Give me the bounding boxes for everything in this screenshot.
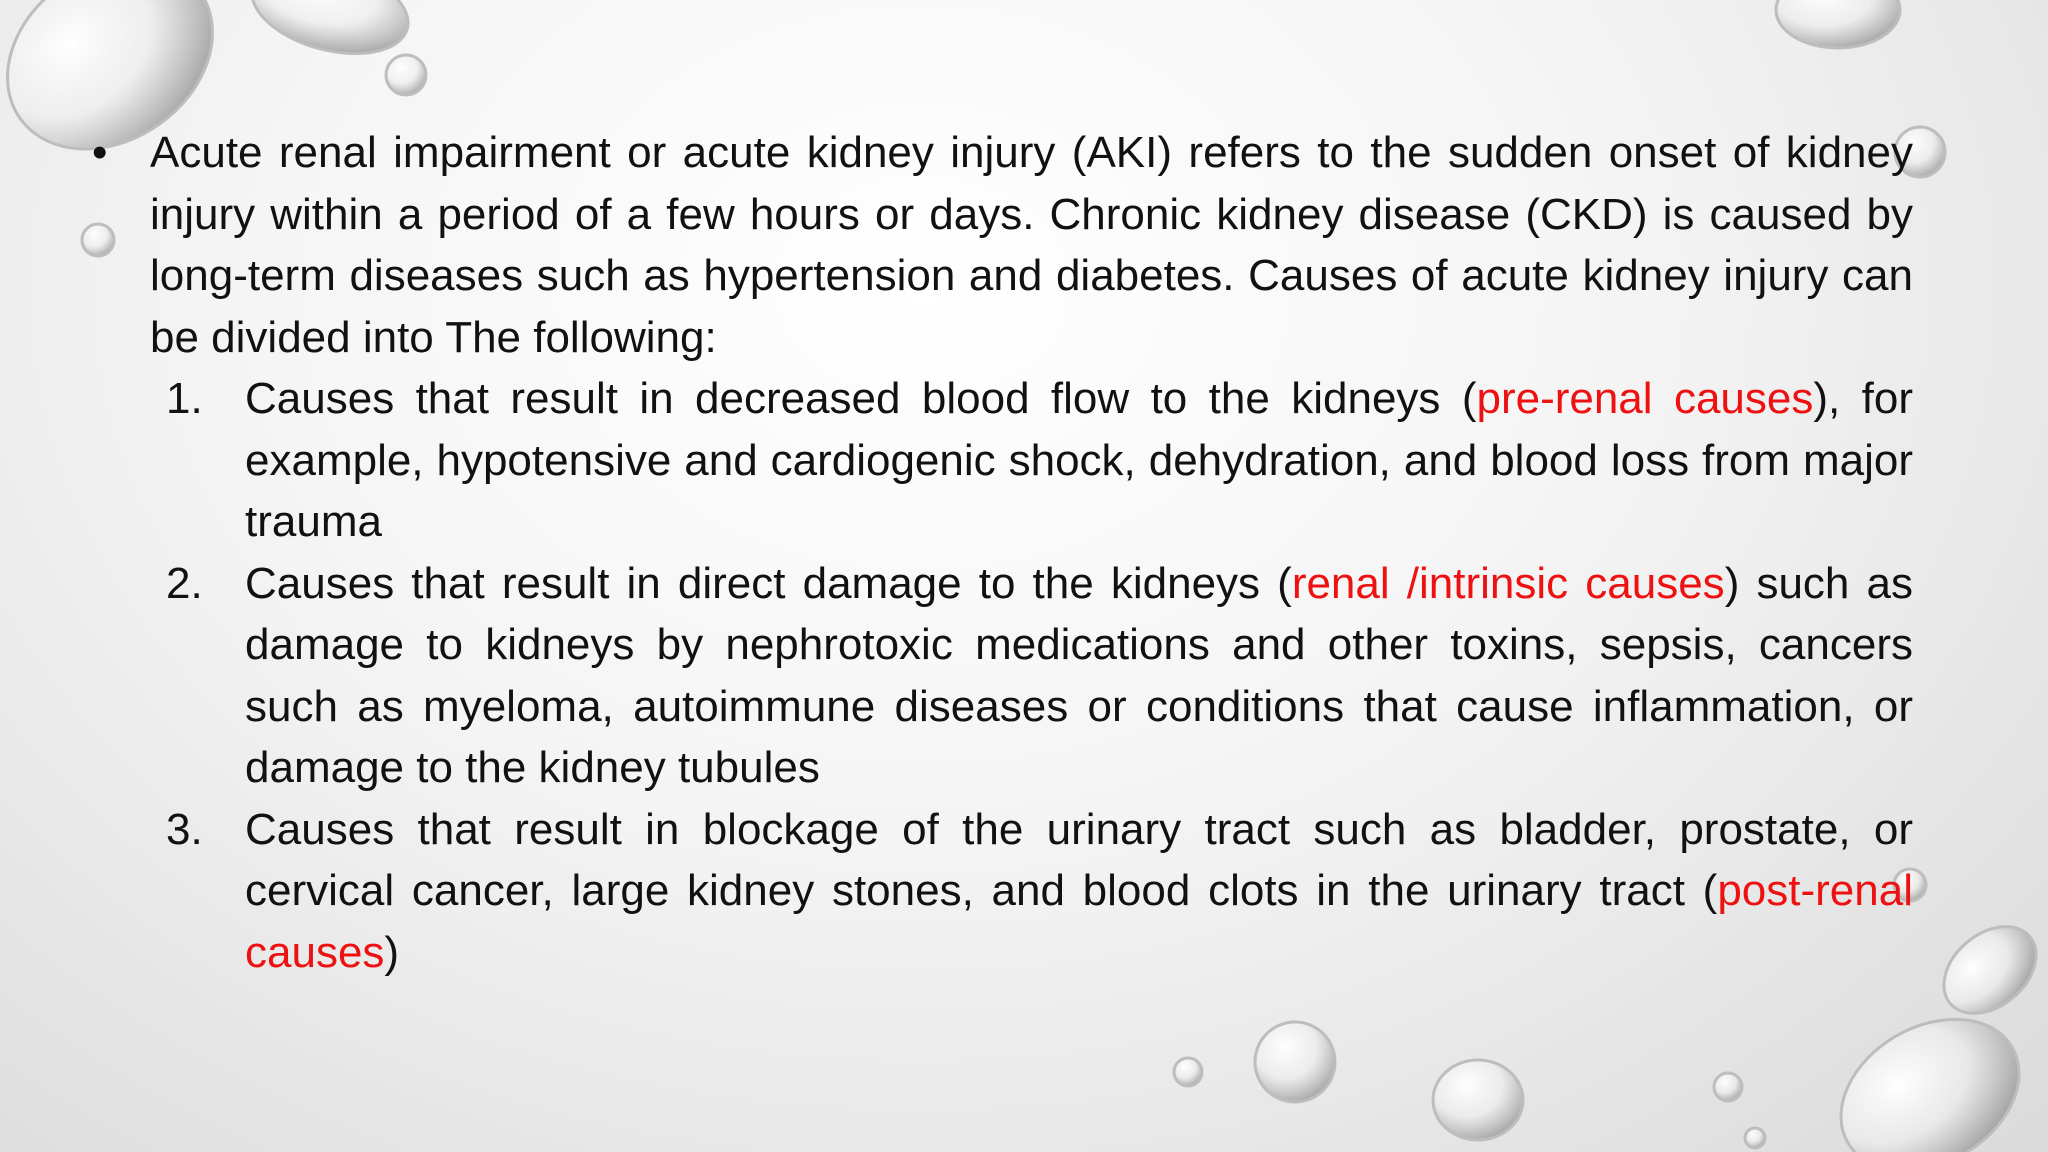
cause-item	[88, 799, 1913, 984]
cause-text: ) such as damage to kidneys by nephrotoxic medications and other toxins, sepsis, cancers such as myeloma, autoimmune diseases or conditions that cause inflammation, or damage to the kidney tubules	[245, 558, 1913, 792]
cause-number: 2.	[166, 558, 203, 608]
bullet-icon: •	[92, 128, 108, 177]
cause-category: post-renal causes	[245, 866, 1913, 977]
cause-number: 1.	[166, 374, 203, 423]
cause-item	[88, 553, 1913, 799]
cause-text: ), for example, hypotensive and cardiogenic shock, dehydration, and blood loss from major trauma	[245, 374, 1913, 546]
cause-category: renal /intrinsic causes	[1291, 558, 1725, 608]
intro-bullet	[88, 122, 1913, 368]
intro-text: Acute renal impairment or acute kidney injury (AKI) refers to the sudden onset of kidney injury within a period of a few hours or days. Chronic kidney disease (CKD) is caused by long-term diseases such as hypertension and diabetes. Causes of acute kidney injury can be divided into The following:	[150, 128, 1913, 362]
cause-text: Causes that result in direct damage to the kidneys (	[245, 558, 1292, 608]
cause-number: 3.	[166, 804, 203, 854]
cause-category: pre-renal causes	[1476, 374, 1814, 423]
causes-list	[88, 368, 1913, 983]
cause-text: Causes that result in decreased blood flow to the kidneys (	[245, 374, 1477, 423]
cause-text: Causes that result in blockage of the urinary tract such as bladder, prostate, or cervical cancer, large kidney stones, and blood clots in the urinary tract (	[245, 804, 1913, 915]
cause-text: )	[384, 927, 400, 977]
cause-item	[88, 368, 1913, 553]
